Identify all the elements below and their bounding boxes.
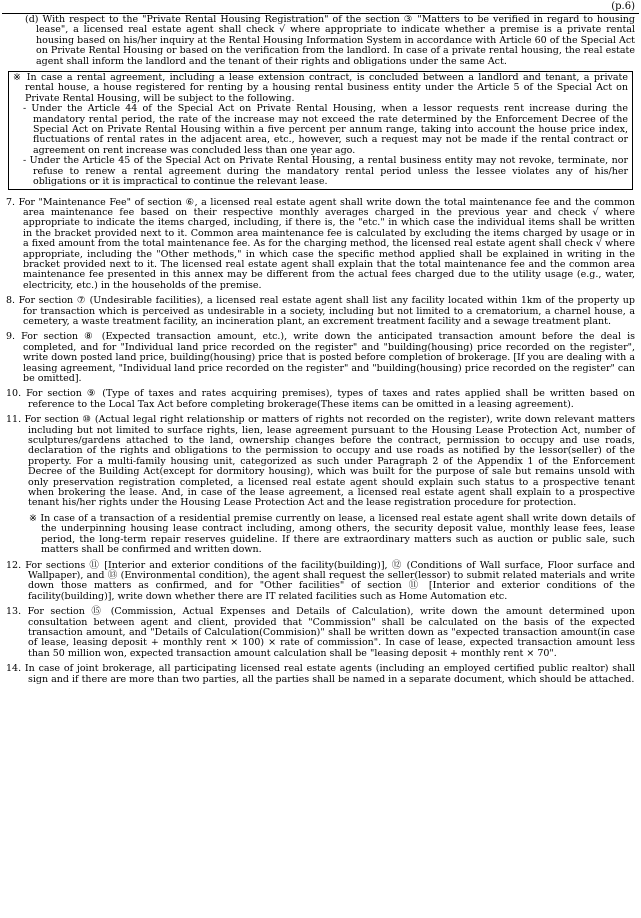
private-rental-note-box bbox=[8, 71, 633, 189]
paragraph-d-private-rental-registration: (d) With respect to the "Private Rental Housing Registration" of the section ③ "Matters to be verified in regard to housing lease", a licensed real estate agent shall check √ where appropriate to indicate whether a premise is a private rental housing based on his/her inquiry at the Rental Housing Information System in accordance with Article 60 of the Special Act on Private Rental Housing or based on the verification from the landlord. In case of a private rental housing, the real estate agent shall inform the landlord and the tenant of their rights and obligations under the same Act. bbox=[25, 14, 635, 67]
page-number: (p.6) bbox=[611, 1, 635, 12]
note-box-article-45: - Under the Article 45 of the Special Act on Private Rental Housing, a rental business entity may not revoke, terminate, nor refuse to renew a rental agreement during the mandatory rental period unless the lessee violates any of his/her obligations or it is impractical to continue the relevant lease. bbox=[23, 155, 628, 188]
document-body bbox=[6, 15, 635, 685]
note-box-article-44: - Under the Article 44 of the Special Act on Private Rental Housing, when a lessor requests rent increase during the mandatory rental period, the rate of the increase may not exceed the rate determined by the Enforcement Decree of the Special Act on Private Rental Housing within a five percent per annum range, taking into account the house price index, fluctuations of rental rates in the adjacent area, etc., however, such a request may not be made if the rental contract or agreement on rent increase was concluded less than one year ago. bbox=[23, 103, 628, 156]
note-box-head: ※ In case a rental agreement, including a lease extension contract, is concluded between a landlord and tenant, a private rental house, a house registered for renting by a housing rental business entity under the Article 5 of the Special Act on Private Rental Housing, will be subject to the following. bbox=[13, 72, 628, 104]
item-12-facility-conditions: 12. For sections ⑪ [Interior and exterior conditions of the facility(building)], ⑫ (Conditions of Wall surface, Floor surface and Wallpaper), and ⑬ (Environmental condition), the agent shall request the seller(lessor) to submit related materials and write down those matters as confirmed, and for "Other facilities" of section ⑪ [Interior and exterior conditions of the facility(building)], write down whether there are IT related facilities such as Home Automation etc. bbox=[6, 559, 635, 602]
item-11-lease-note: ※ In case of a transaction of a residential premise currently on lease, a licensed real estate agent shall write down details of the underpinning housing lease contract including, among others, the security deposit value, monthly lease fees, lease period, the long-term repair reserves guideline. If there are extraordinary matters such as auction or public sale, such matters shall be confirmed and written down. bbox=[29, 512, 635, 556]
item-10-taxes-and-rates: 10. For section ⑨ (Type of taxes and rates acquiring premises), types of taxes and rates applied shall be written based on reference to the Local Tax Act before completing brokerage(These items can be omitted in a leasing agreement). bbox=[6, 388, 635, 410]
item-8-undesirable-facilities: 8. For section ⑦ (Undesirable facilities), a licensed real estate agent shall list any facility located within 1km of the property up for transaction which is perceived as undesirable in a society, including but not limited to a crematorium, a charnel house, a cemetery, a waste treatment facility, an incineration plant, an excrement treatment facility and a sewage treatment plant. bbox=[6, 295, 635, 327]
item-13-commission: 13. For section ⑮ (Commission, Actual Expenses and Details of Calculation), write down the amount determined upon consultation between agent and client, provided that "Commission" shall be calculated on the basis of the expected transaction amount, and "Details of Calculation(Commision)" shall be written down as "expected transaction amount(in case of lease, leasing deposit + monthly rent × 100) × rate of commission". In case of lease, expected transaction amount less than 50 million won, expected transaction amount calculation shall be "leasing deposit + monthly rent × 70". bbox=[6, 606, 635, 659]
item-11-legal-rights: 11. For section ⑩ (Actual legal right relationship or matters of rights not recorded on the register), write down relevant matters including but not limited to surface rights, lien, lease agreement pursuant to the Housing Lease Protection Act, number of sculptures/gardens attached to the land, ownership changes before the contract, permission to occupy and use roads, declaration of the rights and obligations to the permission to occupy and use roads as notified by the lessor(seller) of the property. For a multi-family housing unit, categorized as such under Paragraph 2 of the Appendix 1 of the Enforcement Decree of the Building Act(except for dormitory housing), which was built for the purpose of sale but remains unsold with only preservation registration completed, a licensed real estate agent should explain such status to a prospective tenant when brokering the lease. And, in case of the lease agreement, a licensed real estate agent shall explain to a prospective tenant his/her rights under the Housing Lease Protection Act and the lease registration procedure for protection. bbox=[6, 414, 635, 509]
item-9-expected-transaction-amount: 9. For section ⑧ (Expected transaction amount, etc.), write down the anticipated transaction amount before the deal is completed, and for "Individual land price recorded on the register" and "building(housing) price recorded on the register", write down posted land price, building(housing) price that is posted before completion of brokerage. [If you are dealing with a leasing agreement, "Individual land price recorded on the register" and "building(housing) price recorded on the register" can be omitted]. bbox=[6, 331, 635, 384]
item-14-joint-brokerage: 14. In case of joint brokerage, all participating licensed real estate agents (including an employed certified public realtor) shall sign and if there are more than two parties, all the parties shall be named in a separate document, which should be attached. bbox=[6, 663, 635, 685]
item-7-maintenance-fee: 7. For "Maintenance Fee" of section ⑥, a licensed real estate agent shall write down the total maintenance fee and the common area maintenance fee based on their respective monthly averages charged in the previous year and check √ where appropriate to indicate the items charged, including, if there is, the "etc." in which case the individual items shall be written in the bracket provided next to it. Common area maintenance fee is calculated by excluding the items charged by usage or in a fixed amount from the total maintenance fee. As for the charging method, the licensed real estate agent shall check √ where appropriate, including the "Other methods," in which case the specific method applied shall be explained in writing in the bracket provided next to it. The licensed real estate agent shall explain that the total maintenance fee and the common area maintenance fee presented in this annex may be different from the actual fees charged due to the utility usage (e.g., water, electricity, etc.) in the households of the premise. bbox=[6, 196, 635, 291]
